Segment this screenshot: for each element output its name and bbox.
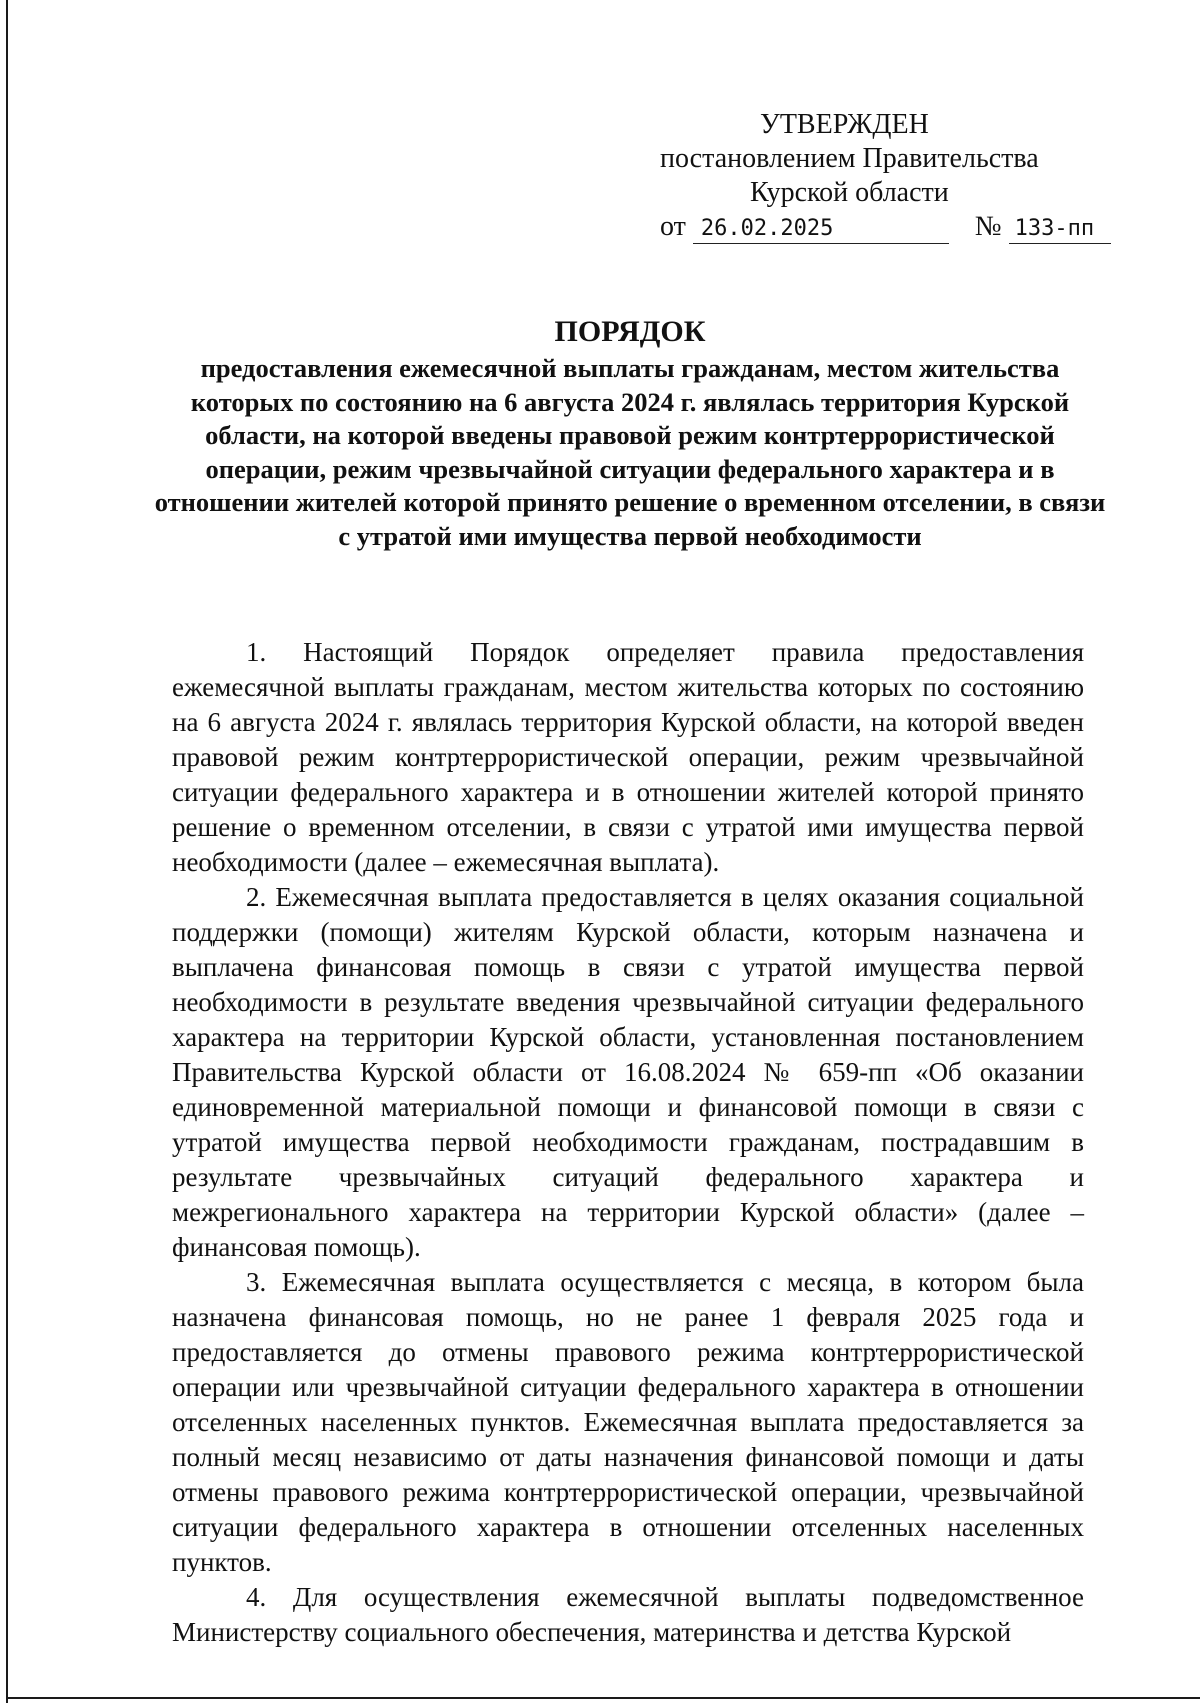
paragraph-3: 3. Ежемесячная выплата осуществляется с месяца, в котором была назначена финансовая помощь, но не ранее 1 февраля 2025 года и предоставляется до отмены правового режима контртеррористической операции или чрезвычайной ситуации федерального характера в отношении отселенных населенных пунктов. Ежемесячная выплата предоставляется за полный месяц независимо от даты назначения финансовой помощи и даты отмены правового режима контртеррористической операции, чрезвычайной ситуации федерального характера в отношении отселенных населенных пунктов. <box>172 1267 1084 1577</box>
decree-number: 133-пп <box>1009 215 1111 244</box>
decree-label: постановлением Правительства <box>660 143 1039 174</box>
title-heading: ПОРЯДОК <box>554 315 706 348</box>
paragraph-2: 2. Ежемесячная выплата предоставляется в целях оказания социальной поддержки (помощи) жителям Курской области, которым назначена и выплачена финансовая помощь в связи с утратой имущества первой необходимости в результате введения чрезвычайной ситуации федерального характера на территории Курской области, установленная постановлением Правительства Курской области от 16.08.2024 № 659-пп «Об оказании единовременной материальной помощи и финансовой помощи в связи с утратой имущества первой необходимости гражданам, пострадавшим в результате чрезвычайных ситуаций федерального характера и межрегионального характера на территории Курской области» (далее – финансовая помощь). <box>172 882 1084 1262</box>
paragraph-1: 1. Настоящий Порядок определяет правила предоставления ежемесячной выплаты гражданам, местом жительства которых по состоянию на 6 августа 2024 г. являлась территория Курской области, на которой введен правовой режим контртеррористической операции, режим чрезвычайной ситуации федерального характера и в отношении жителей которой принято решение о временном отселении, в связи с утратой ими имущества первой необходимости (далее – ежемесячная выплата). <box>172 637 1084 877</box>
date-number-line <box>640 210 1095 244</box>
approved-label: УТВЕРЖДЕН <box>760 109 929 140</box>
page-border-left <box>6 0 8 1703</box>
paragraph-4: 4. Для осуществления ежемесячной выплаты подведомственное Министерству социального обеспечения, материнства и детства Курской <box>172 1582 1084 1647</box>
document-title <box>150 312 1110 553</box>
decree-date: 26.02.2025 <box>693 215 949 244</box>
approval-stamp <box>640 108 1095 244</box>
date-prefix: от <box>660 211 686 242</box>
number-sign: № <box>974 211 1002 242</box>
title-subtitle: предоставления ежемесячной выплаты гражданам, местом жительства которых по состоянию на 6 августа 2024 г. являлась территория Курской области, на которой введены правовой режим контртеррористической операции, режим чрезвычайной ситуации федерального характера и в отношении жителей которой принято решение о временном отселении, в связи с утратой ими имущества первой необходимости <box>154 353 1106 551</box>
page-border-bottom <box>6 1697 1200 1699</box>
region-label: Курской области <box>750 177 949 208</box>
document-body <box>172 635 1084 1650</box>
